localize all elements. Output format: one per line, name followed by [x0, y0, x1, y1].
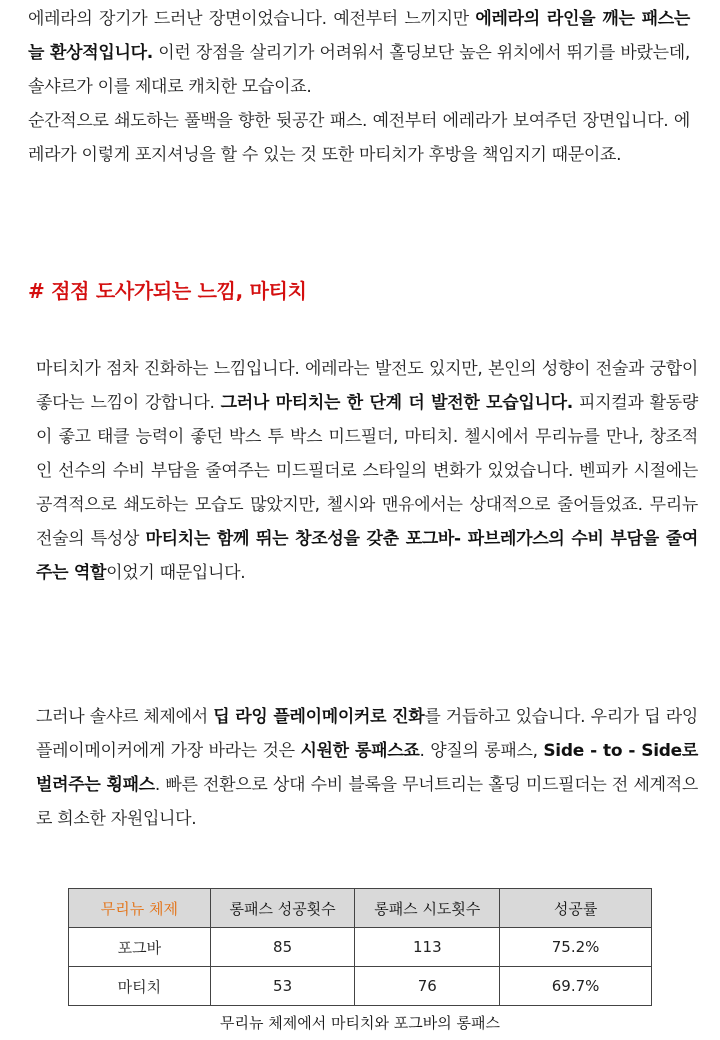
para2-bold-2: 마티치는 함께 뛰는 창조성을 갖춘 포그바- 파브레가스의 수비 부담을 줄여주는 역할 [36, 529, 698, 583]
table-header-row [69, 889, 652, 928]
paragraph-solskjaer [28, 700, 698, 836]
cell-player: 포그바 [69, 928, 211, 967]
para3-text-3: . 양질의 롱패스, [419, 741, 544, 761]
cell-rate: 69.7% [500, 967, 652, 1006]
paragraph-matic [28, 352, 698, 590]
para3-text-4: . 빠른 전환으로 상대 수비 블록을 무너트리는 홀딩 미드필더는 전 세계적으로 희소한 자원입니다. [36, 775, 698, 829]
para3-bold-1: 딥 라잉 플레이메이커로 진화 [213, 707, 425, 727]
para3-text-2: 를 거듭하고 있습니다. 우리가 딥 라잉 플레이메이커에게 가장 바라는 것은 [36, 707, 699, 761]
header-longpass-attempts: 롱패스 시도횟수 [355, 889, 500, 928]
longpass-stats-table [68, 888, 652, 1006]
table-row [69, 928, 652, 967]
cell-success: 53 [210, 967, 355, 1006]
cell-player: 마티치 [69, 967, 211, 1006]
para3-bold-2: 시원한 롱패스죠 [300, 741, 420, 761]
para3-text-1: 그러나 솔샤르 체제에서 [36, 707, 214, 727]
longpass-table-wrap [68, 888, 652, 1006]
paragraph-herrera [28, 2, 690, 172]
para1-text-1: 에레라의 장기가 드러난 장면이었습니다. 예전부터 느끼지만 [28, 9, 476, 29]
para2-text-2: 피지컬과 활동량이 좋고 태클 능력이 좋던 박스 투 박스 미드필더, 마티치. 첼시에서 무리뉴를 만나, 창조적인 선수의 수비 부담을 줄여주는 미드필더로 스타일의 변화가 있었습니다. 벤피카 시절에는 공격적으로 쇄도하는 모습도 많았지만, 첼시와 맨유에서는 상대적으로 줄어들었죠. 무리뉴 전술의 특성상 [36, 393, 699, 549]
para1-text-2: 이런 장점을 살리기가 어려워서 홀딩보단 높은 위치에서 뛰기를 바랐는데, 솔샤르가 이를 제대로 캐치한 모습이죠. [28, 43, 690, 97]
header-longpass-success: 롱패스 성공횟수 [210, 889, 355, 928]
header-system: 무리뉴 체제 [69, 889, 211, 928]
para1-bold-1: 에레라의 라인을 깨는 패스는 늘 환상적입니다. [28, 9, 690, 63]
cell-success: 85 [210, 928, 355, 967]
para2-text-3: 이었기 때문입니다. [106, 563, 246, 583]
para1-text-3: 순간적으로 쇄도하는 풀백을 향한 뒷공간 패스. 예전부터 에레라가 보여주던 장면입니다. 에레라가 이렇게 포지셔닝을 할 수 있는 것 또한 마티치가 후방을 책임지기 때문이죠. [28, 111, 690, 165]
table-caption: 무리뉴 체제에서 마티치와 포그바의 롱패스 [220, 1014, 500, 1032]
table-row [69, 967, 652, 1006]
cell-rate: 75.2% [500, 928, 652, 967]
para2-text-1: 마티치가 점차 진화하는 느낌입니다. 에레라는 발전도 있지만, 본인의 성향이 전술과 궁합이 좋다는 느낌이 강합니다. [36, 359, 698, 413]
header-success-rate: 성공률 [500, 889, 652, 928]
cell-attempts: 113 [355, 928, 500, 967]
cell-attempts: 76 [355, 967, 500, 1006]
para2-bold-1: 그러나 마티치는 한 단계 더 발전한 모습입니다. [220, 393, 573, 413]
section-heading: # 점점 도사가되는 느낌, 마티치 [28, 279, 307, 303]
para3-bold-3: Side - to - Side로 벌려주는 횡패스 [36, 741, 698, 795]
